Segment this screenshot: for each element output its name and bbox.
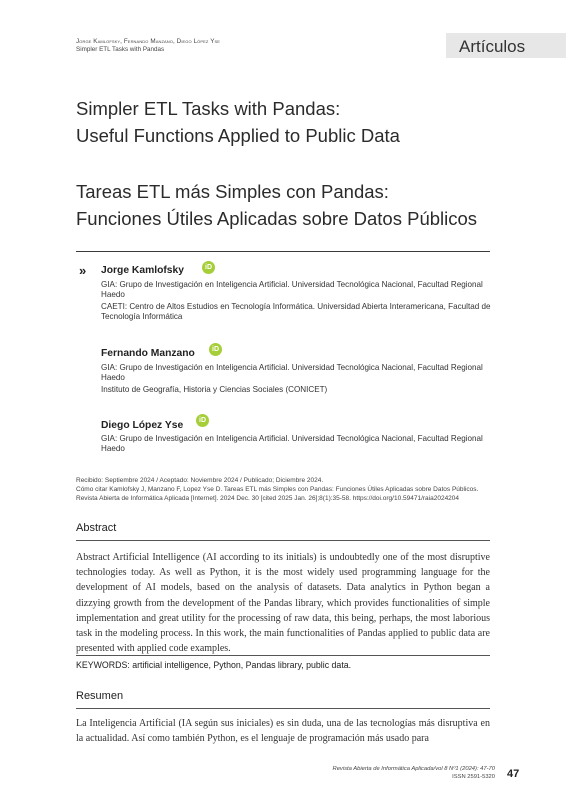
divider <box>76 655 490 656</box>
resumen-heading: Resumen <box>76 690 124 702</box>
divider <box>76 708 490 709</box>
title-spanish <box>76 178 516 232</box>
author-affiliation: GIA: Grupo de Investigación en Inteligencia Artificial. Universidad Tecnológica Nacional, Facultad Regional Haedo <box>101 363 483 382</box>
orcid-icon[interactable]: iD <box>202 261 215 274</box>
orcid-icon[interactable]: iD <box>196 414 209 427</box>
author-affiliation: Instituto de Geografía, Historia y Ciencias Sociales (CONICET) <box>101 385 328 394</box>
abstract-heading: Abstract <box>76 522 117 534</box>
title-es-line: Funciones Útiles Aplicadas sobre Datos Públicos <box>76 208 478 229</box>
section-tab <box>446 33 566 58</box>
title-en-line: Simpler ETL Tasks with Pandas: <box>76 98 341 119</box>
divider <box>76 251 490 252</box>
author-name: Fernando Manzano <box>101 348 195 359</box>
journal-info: Revista Abierta de Informática Aplicada/vol 8 Nº1 (2024): 47-70 <box>332 766 495 772</box>
abstract-text: Abstract Artificial Intelligence (AI according to its initials) is undoubtedly one of the most disruptive technologies today. As well as Python, it is the most widely used programming language for the development of AI models, based on the analysis of datasets. Data analytics in Python began a dizzying growth from the development of the Pandas library, which provides functionalities of simple implementation and great utility for the processing of raw data, this being, perhaps, the most laborious task in the modeling process. In this work, the main functionalities of Pandas applied to public data are presented with applied code examples. <box>76 552 490 655</box>
author-affiliation: GIA: Grupo de Investigación en Inteligencia Artificial. Universidad Tecnológica Nacional, Facultad Regional Haedo <box>101 280 483 299</box>
orcid-icon[interactable]: iD <box>209 343 222 356</box>
publication-dates: Recibido: Septiembre 2024 / Aceptado: Noviembre 2024 / Publicado; Diciembre 2024. <box>76 477 324 484</box>
double-chevron-icon: » <box>79 263 87 278</box>
page-number: 47 <box>507 768 520 780</box>
resumen-text: La Inteligencia Artificial (IA según sus iniciales) es sin duda, una de las tecnologías más disruptiva en la actualidad. Así como también Python, es el lenguaje de programación más usado para <box>76 718 490 745</box>
issn: ISSN 2591-5320 <box>452 774 495 780</box>
citation: Cómo citar Kamlofsky J, Manzano F, Lopez Yse D. Tareas ETL más Simples con Pandas: Funciones Útiles Aplicadas sobre Datos Públicos. Revista Abierta de Informática Aplicada [Internet]. 2024 Dec. 30 [cited 2025 Jan. 26];8(1):35-58. https://doi.org/10.59471/raia2024204 <box>76 486 479 502</box>
keywords: KEYWORDS: artificial intelligence, Python, Pandas library, public data. <box>76 660 352 670</box>
title-english <box>76 95 516 149</box>
running-title: Simpler ETL Tasks with Pandas <box>76 46 165 53</box>
author-affiliation: GIA: Grupo de Investigación en Inteligencia Artificial. Universidad Tecnológica Nacional, Facultad Regional Haedo <box>101 434 483 453</box>
divider <box>76 540 490 541</box>
title-es-line: Tareas ETL más Simples con Pandas: <box>76 181 389 202</box>
author-name: Jorge Kamlofsky <box>101 265 184 276</box>
running-authors: Jorge Kamlofsky, Fernando Manzano, Diego López Yse <box>76 38 221 45</box>
section-label: Artículos <box>459 37 526 56</box>
title-en-line: Useful Functions Applied to Public Data <box>76 125 400 146</box>
author-name: Diego López Yse <box>101 420 184 431</box>
author-affiliation: CAETI: Centro de Altos Estudios en Tecnología Informática. Universidad Abierta Interamericana, Facultad de Tecnología Informática <box>101 302 491 321</box>
